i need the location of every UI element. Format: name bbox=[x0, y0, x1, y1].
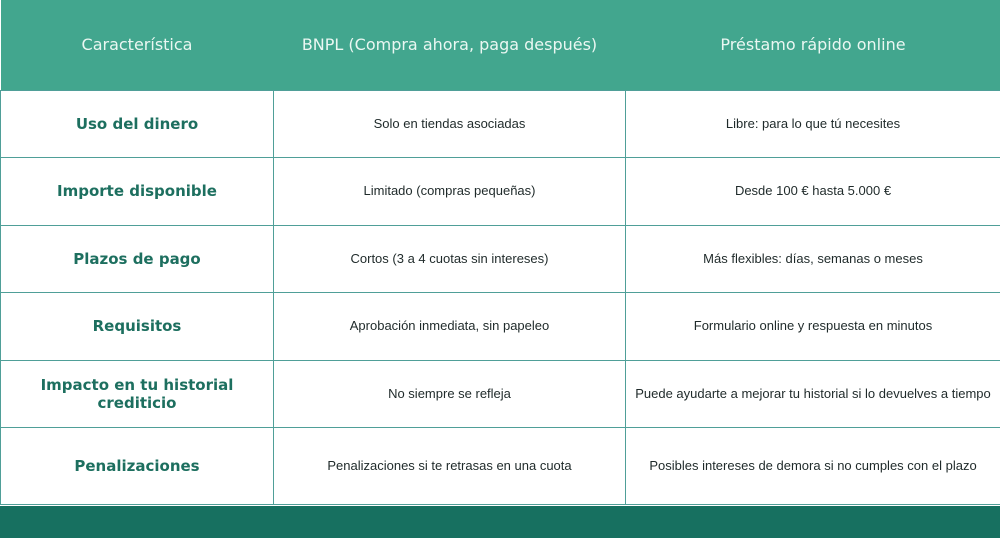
footer-band bbox=[0, 506, 1000, 538]
header-feature: Característica bbox=[1, 0, 274, 90]
row-feature-cell: Uso del dinero bbox=[1, 90, 274, 157]
row-feature-cell: Penalizaciones bbox=[1, 427, 274, 504]
row-bnpl-cell: Cortos (3 a 4 cuotas sin intereses) bbox=[274, 225, 626, 292]
row-feature-cell: Impacto en tu historial crediticio bbox=[1, 360, 274, 427]
row-bnpl-cell: No siempre se refleja bbox=[274, 360, 626, 427]
row-bnpl-cell: Limitado (compras pequeñas) bbox=[274, 157, 626, 225]
row-feature-cell: Requisitos bbox=[1, 292, 274, 360]
row-bnpl-cell: Solo en tiendas asociadas bbox=[274, 90, 626, 157]
row-bnpl-cell: Aprobación inmediata, sin papeleo bbox=[274, 292, 626, 360]
row-loan-cell: Libre: para lo que tú necesites bbox=[626, 90, 1000, 157]
row-feature-cell: Importe disponible bbox=[1, 157, 274, 225]
table-row bbox=[1, 360, 1000, 427]
table-row bbox=[1, 427, 1000, 504]
row-loan-cell: Puede ayudarte a mejorar tu historial si lo devuelves a tiempo bbox=[626, 360, 1000, 427]
table-header-row bbox=[1, 0, 1000, 90]
table-row bbox=[1, 225, 1000, 292]
header-bnpl: BNPL (Compra ahora, paga después) bbox=[274, 0, 626, 90]
table-row bbox=[1, 90, 1000, 157]
table-row bbox=[1, 292, 1000, 360]
row-loan-cell: Formulario online y respuesta en minutos bbox=[626, 292, 1000, 360]
row-loan-cell: Más flexibles: días, semanas o meses bbox=[626, 225, 1000, 292]
header-loan: Préstamo rápido online bbox=[626, 0, 1000, 90]
row-loan-cell: Desde 100 € hasta 5.000 € bbox=[626, 157, 1000, 225]
table-row bbox=[1, 157, 1000, 225]
row-loan-cell: Posibles intereses de demora si no cumples con el plazo bbox=[626, 427, 1000, 504]
row-bnpl-cell: Penalizaciones si te retrasas en una cuota bbox=[274, 427, 626, 504]
row-feature-cell: Plazos de pago bbox=[1, 225, 274, 292]
